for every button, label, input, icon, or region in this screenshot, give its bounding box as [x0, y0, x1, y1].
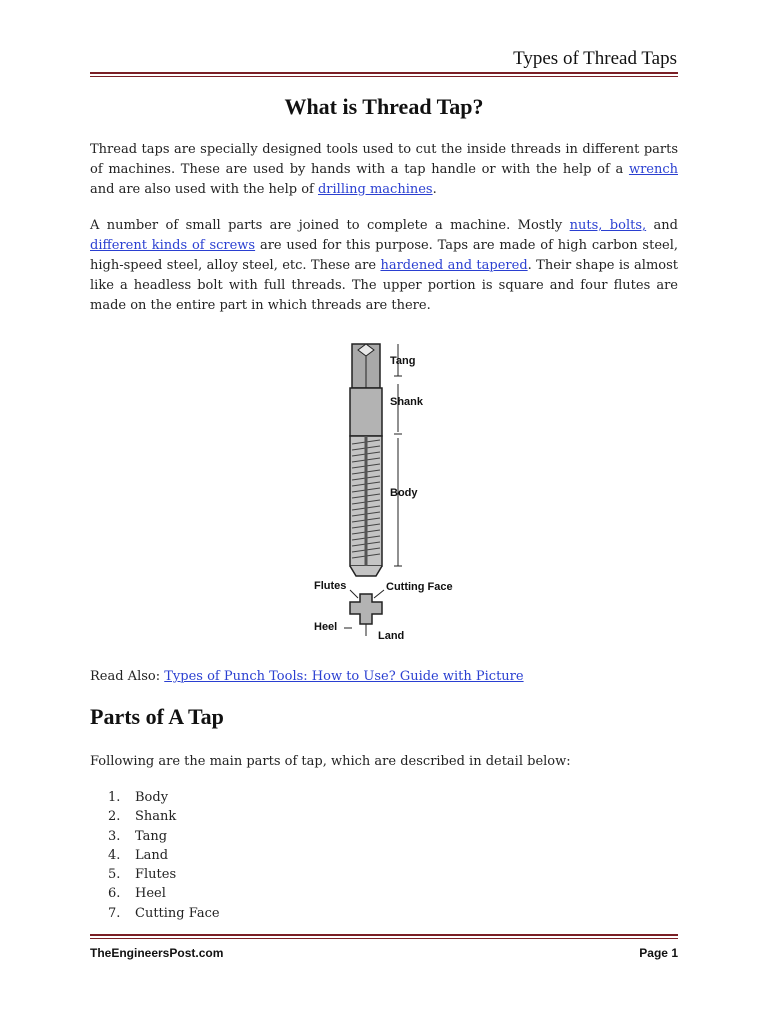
- footer-site: TheEngineersPost.com: [90, 946, 224, 960]
- text-run: and: [646, 218, 679, 233]
- footer-rule: [90, 934, 678, 939]
- parts-list: [108, 788, 220, 923]
- list-item: [108, 807, 220, 826]
- parts-intro: Following are the main parts of tap, which are described in detail below:: [90, 754, 571, 769]
- tap-cross-section: [350, 594, 382, 624]
- read-also: [90, 667, 524, 687]
- tap-shank: [350, 388, 382, 436]
- thread-tap-figure: [310, 336, 462, 644]
- list-item: [108, 884, 220, 903]
- dimension-lines: [394, 344, 402, 566]
- text-run: . Their shape is almost like a headless bolt with full threads. The upper portion is square and four flutes are made on the entire part in which threads are there.: [90, 258, 679, 313]
- list-item: [108, 788, 220, 807]
- list-number: 3.: [108, 828, 121, 844]
- paragraph-intro: [90, 140, 678, 200]
- link-drilling-machines[interactable]: drilling machines: [317, 182, 433, 197]
- paragraph-parts: [90, 216, 678, 316]
- label-heel: Heel: [314, 621, 338, 633]
- list-label: Tang: [135, 828, 168, 844]
- list-number: 1.: [108, 790, 121, 805]
- list-label: Flutes: [135, 867, 177, 883]
- link-hardened-tapered[interactable]: hardened and tapered: [380, 258, 528, 273]
- link-nuts-bolts[interactable]: nuts, bolts,: [569, 218, 647, 233]
- list-item: [108, 846, 220, 865]
- header-title: Types of Thread Taps: [513, 48, 677, 69]
- link-wrench[interactable]: wrench: [628, 162, 678, 177]
- label-shank: Shank: [390, 396, 424, 408]
- text-run: and are also used with the help of: [90, 182, 318, 197]
- list-label: Shank: [135, 809, 177, 825]
- label-flutes: Flutes: [314, 580, 347, 592]
- text-run: Thread taps are specially designed tools used to cut the inside threads in different parts of machines. These are used by hands with a tap handle or with the help of a: [90, 142, 678, 177]
- list-item: [108, 865, 220, 884]
- read-also-prefix: Read Also:: [90, 669, 165, 684]
- list-item: [108, 904, 220, 923]
- list-number: 2.: [108, 809, 121, 825]
- section-heading: Parts of A Tap: [90, 704, 224, 729]
- list-number: 6.: [108, 886, 121, 902]
- list-item: [108, 827, 220, 846]
- flutes-pointer: [350, 590, 358, 598]
- list-label: Land: [135, 847, 169, 863]
- list-number: 5.: [108, 867, 121, 883]
- text-run: are used for this purpose. Taps are made of high carbon steel, high-speed steel, alloy steel, etc. These are: [90, 238, 678, 273]
- list-label: Heel: [135, 886, 166, 902]
- page-heading: What is Thread Tap?: [284, 94, 484, 119]
- tap-tip: [350, 566, 382, 576]
- link-punch-tools[interactable]: Types of Punch Tools: How to Use? Guide with Picture: [164, 669, 524, 684]
- list-label: Body: [135, 790, 169, 805]
- label-body: Body: [390, 487, 418, 499]
- list-label: Cutting Face: [135, 905, 220, 921]
- label-land: Land: [378, 630, 405, 642]
- link-screws[interactable]: different kinds of screws: [90, 238, 256, 253]
- text-run: A number of small parts are joined to complete a machine. Mostly: [90, 218, 570, 233]
- text-run: .: [432, 182, 437, 197]
- header-rule: [90, 72, 678, 77]
- cutting-face-pointer: [374, 590, 384, 598]
- footer-page-number: Page 1: [639, 946, 678, 960]
- list-number: 7.: [108, 905, 121, 921]
- label-tang: Tang: [390, 355, 416, 367]
- list-number: 4.: [108, 847, 121, 863]
- label-cutting-face: Cutting Face: [386, 581, 453, 593]
